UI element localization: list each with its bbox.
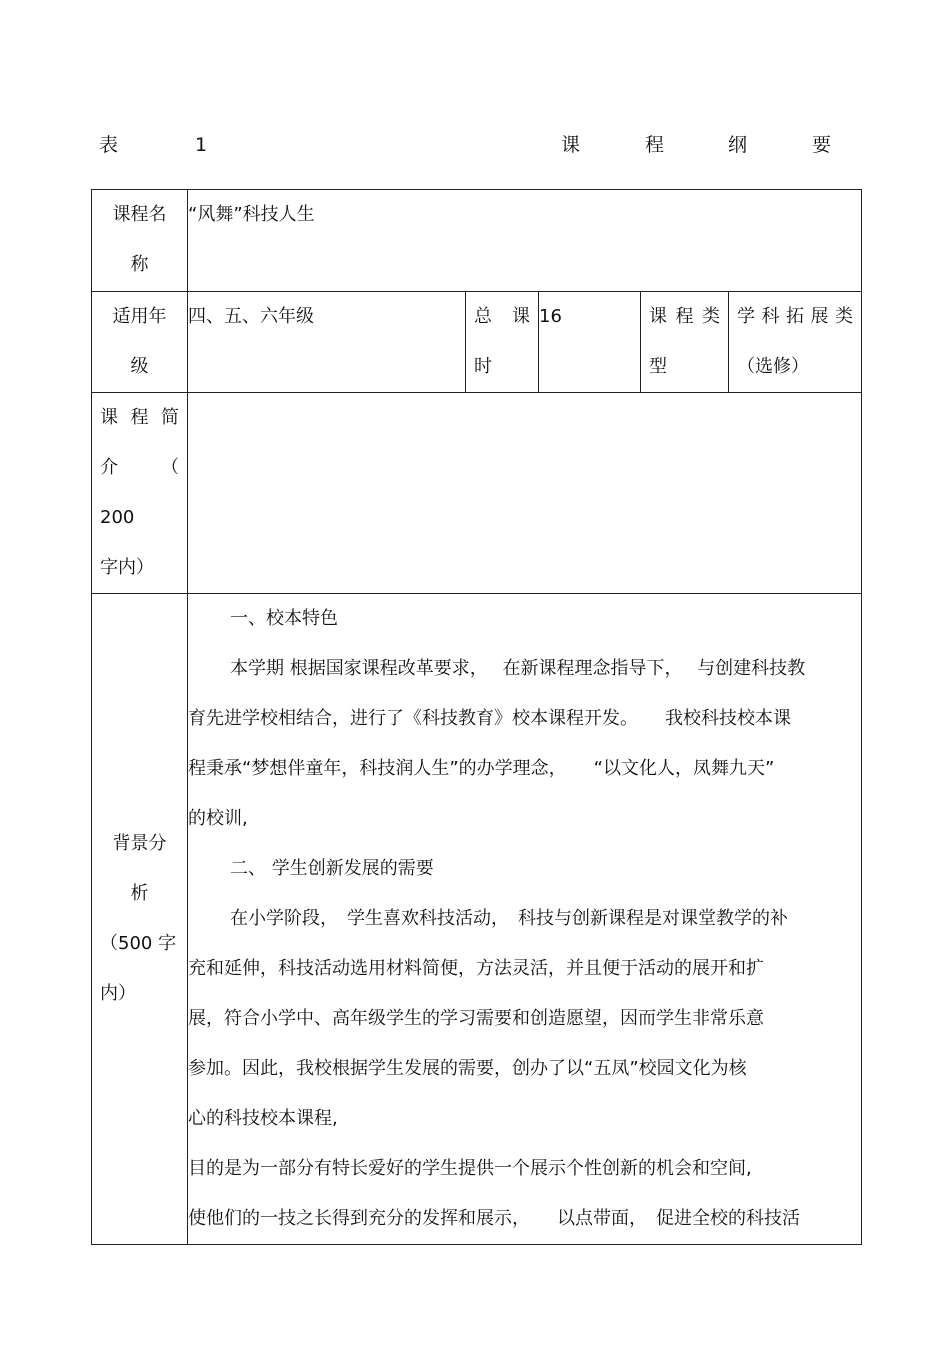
bg-line: 本学期 根据国家课程改革要求， 在新课程理念指导下， 与创建科技教	[230, 658, 806, 679]
bg-line: 目的是为一部分有特长爱好的学生提供一个展示个性创新的机会和空间,	[188, 1158, 752, 1179]
bg-line: 的校训,	[188, 808, 248, 829]
course-name-value: “风舞”科技人生	[188, 190, 862, 292]
bg-line: 展，符合小学中、高年级学生的学习需要和创造愿望，因而学生非常乐意	[188, 1008, 764, 1029]
intro-label: 课 程 简 介 （ 200 字内）	[92, 393, 188, 594]
bg-line: 二、 学生创新发展的需要	[230, 858, 434, 879]
bg-line: 程秉承“梦想伴童年，科技润人生”的办学理念， “以文化人，凤舞九天”	[188, 758, 775, 779]
bg-line: 使他们的一技之长得到充分的发挥和展示， 以点带面， 促进全校的科技活	[188, 1208, 800, 1229]
grade-value: 四、五、六年级	[188, 292, 466, 393]
title-char-3: 纲	[728, 134, 748, 156]
table-label: 表	[99, 134, 119, 156]
row-course-name	[92, 190, 862, 292]
hours-label: 总 课 时	[466, 292, 539, 393]
hours-value: 16	[539, 292, 641, 393]
background-label: 背景分 析 （500 字 内）	[92, 594, 188, 1245]
bg-line: 充和延伸，科技活动选用材料简便，方法灵活，并且便于活动的展开和扩	[188, 958, 764, 979]
title-char-1: 课	[561, 134, 581, 156]
row-background	[92, 594, 862, 1245]
type-label: 课 程 类 型	[641, 292, 729, 393]
intro-value	[188, 393, 862, 594]
row-grade	[92, 292, 862, 393]
grade-label: 适用年 级	[92, 292, 188, 393]
bg-line: 一、校本特色	[230, 608, 338, 629]
title-char-2: 程	[645, 134, 665, 156]
bg-line: 在小学阶段， 学生喜欢科技活动， 科技与创新课程是对课堂教学的补	[230, 908, 788, 929]
course-name-label: 课程名 称	[92, 190, 188, 292]
bg-line: 心的科技校本课程,	[188, 1108, 338, 1129]
course-outline-table	[91, 189, 862, 1245]
title-char-4: 要	[812, 134, 832, 156]
background-text	[188, 594, 862, 1245]
table-number: 1	[195, 134, 208, 156]
bg-line: 育先进学校相结合，进行了《科技教育》校本课程开发。 我校科技校本课	[188, 708, 791, 729]
row-intro	[92, 393, 862, 594]
type-value: 学 科 拓 展 类 （选修）	[729, 292, 862, 393]
bg-line: 参加。因此，我校根据学生发展的需要，创办了以“五凤”校园文化为核	[188, 1058, 747, 1079]
